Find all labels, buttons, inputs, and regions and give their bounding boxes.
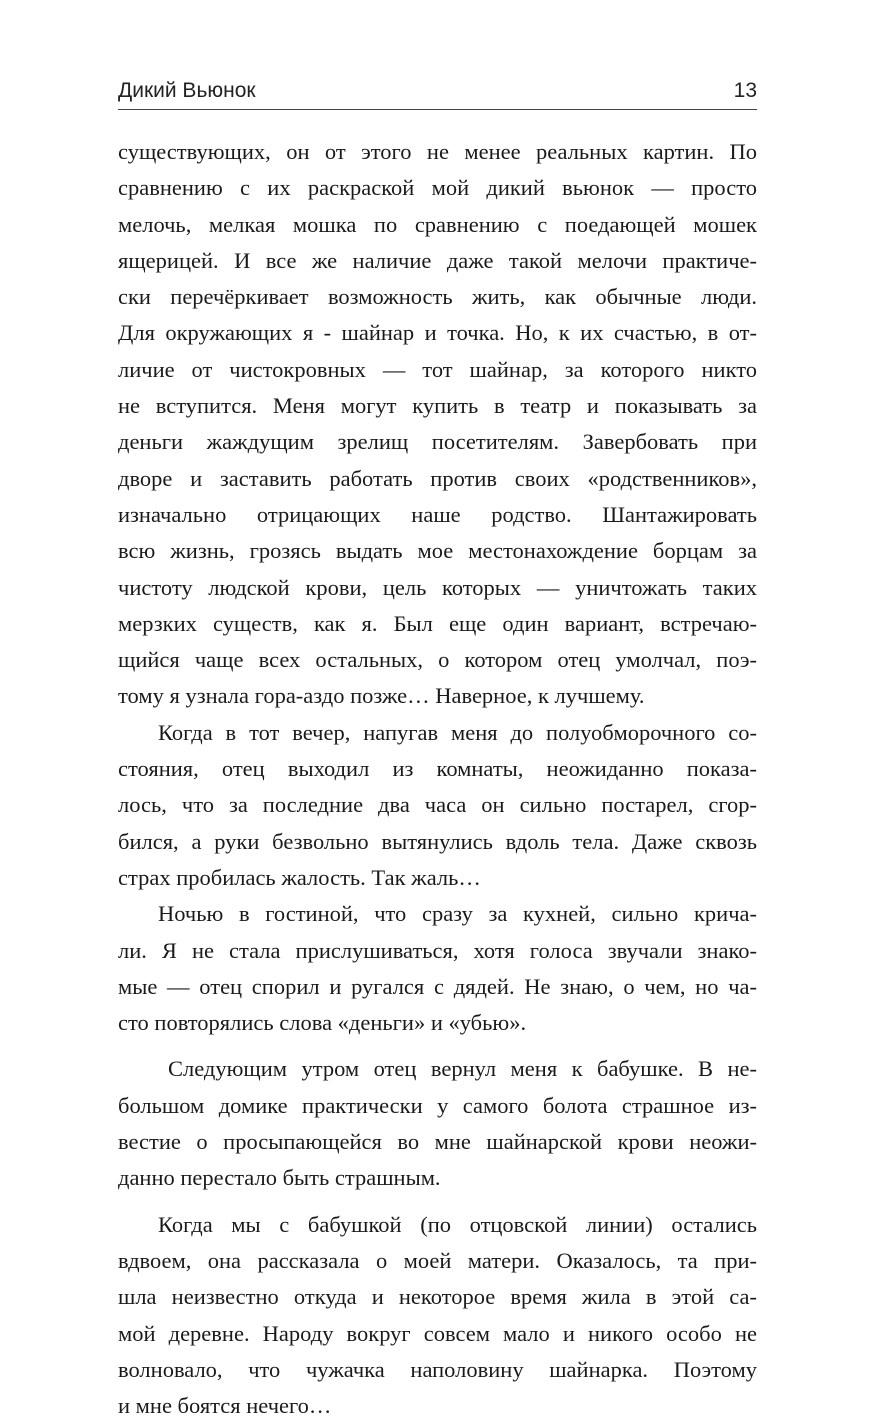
text-line: изначально отрицающих наше родство. Шантажировать bbox=[118, 501, 757, 527]
text-line: ски перечёркивает возможность жить, как обычные люди. bbox=[118, 284, 757, 310]
text-line: большом домике практически у самого болота страшное из- bbox=[118, 1092, 757, 1118]
page-body bbox=[118, 134, 757, 1424]
text-line: и мне боятся нечего… bbox=[118, 1393, 332, 1419]
text-line: мые — отец спорил и ругался с дядей. Не знаю, о чем, но ча- bbox=[118, 973, 757, 999]
text-line: деньги жаждущим зрелищ посетителям. Завербовать при bbox=[118, 429, 757, 455]
text-line: не вступится. Меня могут купить в театр и показывать за bbox=[118, 393, 757, 419]
text-line: щийся чаще всех остальных, о котором отец умолчал, поэ- bbox=[118, 647, 757, 673]
text-line: шла неизвестно откуда и некоторое время жила в этой са- bbox=[118, 1284, 757, 1310]
text-line: страх пробилась жалость. Так жаль… bbox=[118, 864, 481, 890]
text-line: мой деревне. Народу вокруг совсем мало и никого особо не bbox=[118, 1320, 757, 1346]
text-line: чистоту людской крови, цель которых — уничтожать таких bbox=[118, 574, 757, 600]
text-line: Для окружающих я - шайнар и точка. Но, к их счастью, в от- bbox=[118, 320, 757, 346]
text-line: ящерицей. И все же наличие даже такой мелочи практиче- bbox=[118, 247, 757, 273]
running-header bbox=[118, 76, 757, 106]
text-line: личие от чистокровных — тот шайнар, за которого никто bbox=[118, 356, 757, 382]
text-line: волновало, что чужачка наполовину шайнарка. Поэтому bbox=[118, 1356, 757, 1382]
paragraph-gap bbox=[118, 1197, 757, 1207]
page-number: 13 bbox=[733, 79, 757, 102]
text-line: Следующим утром отец вернул меня к бабушке. В не- bbox=[168, 1056, 757, 1082]
text-line: вестие о просыпающейся во мне шайнарской крови неожи- bbox=[118, 1129, 757, 1155]
text-line: сравнению с их раскраской мой дикий вьюнок — просто bbox=[118, 175, 757, 201]
text-line: ли. Я не стала прислушиваться, хотя голоса звучали знако- bbox=[118, 937, 757, 963]
text-line: тому я узнала гора-аздо позже… Наверное, к лучшему. bbox=[118, 683, 645, 709]
book-title: Дикий Вьюнок bbox=[118, 79, 256, 102]
text-line: сто повторялись слова «деньги» и «убью». bbox=[118, 1010, 527, 1036]
text-line: всю жизнь, грозясь выдать мое местонахождение борцам за bbox=[118, 538, 757, 564]
text-line: дворе и заставить работать против своих «родственников», bbox=[118, 465, 757, 491]
text-line: лось, что за последние два часа он сильно постарел, сгор- bbox=[118, 792, 757, 818]
text-line: данно перестало быть страшным. bbox=[118, 1165, 441, 1191]
header-rule bbox=[118, 109, 757, 110]
text-line: стояния, отец выходил из комнаты, неожиданно показа- bbox=[118, 756, 757, 782]
text-line: Ночью в гостиной, что сразу за кухней, сильно крича- bbox=[158, 901, 757, 927]
text-line: Когда в тот вечер, напугав меня до полуобморочного со- bbox=[158, 719, 757, 745]
text-line: мелочь, мелкая мошка по сравнению с поедающей мошек bbox=[118, 211, 757, 237]
text-line: бился, а руки безвольно вытянулись вдоль тела. Даже сквозь bbox=[118, 828, 757, 854]
paragraph-gap bbox=[118, 1041, 757, 1051]
text-line: вдвоем, она рассказала о моей матери. Оказалось, та при- bbox=[118, 1247, 757, 1273]
text-line: Когда мы с бабушкой (по отцовской линии) остались bbox=[158, 1211, 757, 1237]
text-line: мерзких существ, как я. Был еще один вариант, встречаю- bbox=[118, 610, 757, 636]
text-line: существующих, он от этого не менее реальных картин. По bbox=[118, 139, 757, 164]
